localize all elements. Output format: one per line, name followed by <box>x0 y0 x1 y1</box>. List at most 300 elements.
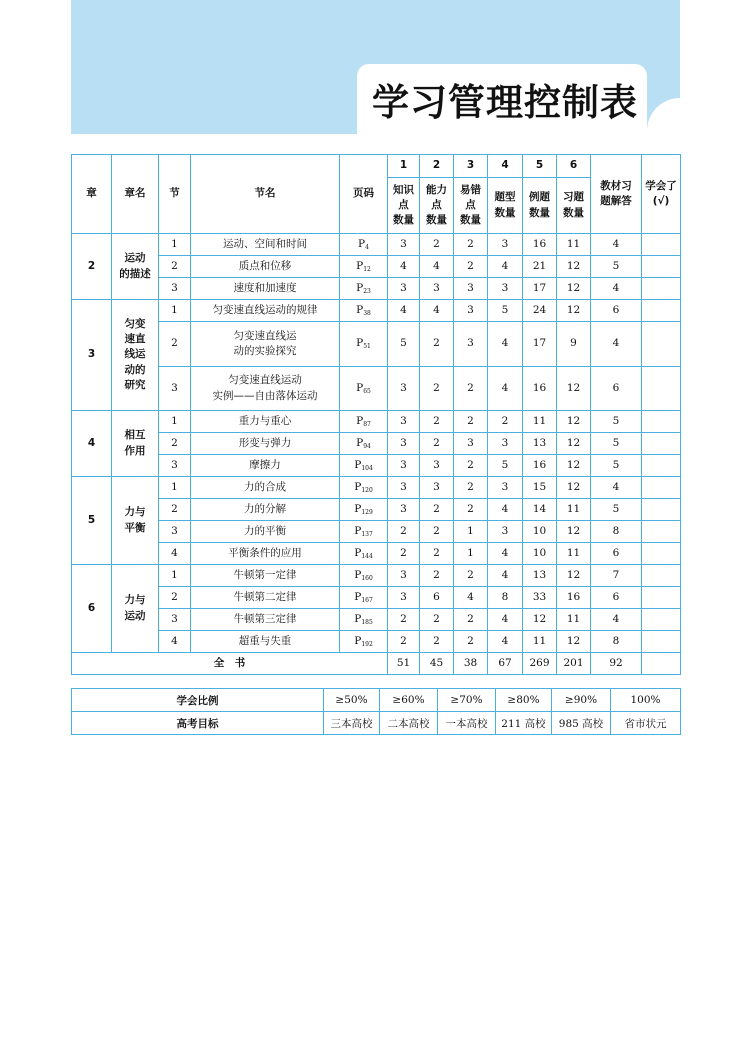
count-cell: 2 <box>454 234 488 256</box>
total-empty <box>642 653 681 675</box>
count-cell: 4 <box>388 300 420 322</box>
chapter-name <box>112 234 159 300</box>
count-cell: 4 <box>488 256 523 278</box>
header-col-number: 5 <box>523 155 557 178</box>
header-zhang: 章 <box>72 155 112 234</box>
count-cell: 4 <box>488 631 523 653</box>
count-cell: 4 <box>488 499 523 521</box>
count-cell: 2 <box>420 499 454 521</box>
total-row <box>72 653 681 675</box>
total-cell: 45 <box>420 653 454 675</box>
table-row <box>72 609 681 631</box>
table-row <box>72 411 681 433</box>
chapter-name-line: 线运 <box>124 348 146 361</box>
count-cell: 5 <box>388 322 420 367</box>
count-cell: 12 <box>557 411 591 433</box>
chapter-name-line: 力与 <box>124 594 146 607</box>
chapter-number: 3 <box>72 300 112 411</box>
page-number: 51 <box>363 343 371 351</box>
count-cell: 3 <box>388 367 420 411</box>
table-row <box>72 367 681 411</box>
page-number: 129 <box>361 508 373 516</box>
ratio-cell: ≥80% <box>496 689 552 712</box>
section-number: 4 <box>159 543 191 565</box>
page-ref <box>340 521 388 543</box>
chapter-name-line: 速直 <box>124 333 146 346</box>
learned-checkbox-cell[interactable] <box>642 256 681 278</box>
learned-checkbox-cell[interactable] <box>642 322 681 367</box>
total-label: 全 书 <box>72 653 388 675</box>
count-cell: 2 <box>420 631 454 653</box>
count-cell: 11 <box>523 411 557 433</box>
page-ref <box>340 609 388 631</box>
section-name <box>191 322 340 367</box>
section-name <box>191 543 340 565</box>
section-name <box>191 278 340 300</box>
learned-checkbox-cell[interactable] <box>642 477 681 499</box>
goal-cell: 211 高校 <box>496 712 552 735</box>
page-number: 137 <box>361 530 373 538</box>
count-cell: 3 <box>388 587 420 609</box>
section-name-line: 匀变速直线运动 <box>228 374 302 387</box>
page-ref <box>340 477 388 499</box>
header-col2 <box>420 178 454 234</box>
goal-cell: 二本高校 <box>380 712 438 735</box>
ratio-cell: ≥60% <box>380 689 438 712</box>
count-cell: 5 <box>488 455 523 477</box>
section-number: 3 <box>159 455 191 477</box>
count-cell: 16 <box>523 367 557 411</box>
learned-checkbox-cell[interactable] <box>642 609 681 631</box>
page-number: 120 <box>361 486 373 494</box>
page-ref <box>340 543 388 565</box>
header-line: 习题 <box>563 191 584 204</box>
header-col4 <box>488 178 523 234</box>
table-row <box>72 278 681 300</box>
chapter-number: 5 <box>72 477 112 565</box>
count-cell: 5 <box>591 455 642 477</box>
page-number: 65 <box>363 387 371 395</box>
page-letter: P <box>354 568 362 581</box>
learned-checkbox-cell[interactable] <box>642 543 681 565</box>
section-name-line: 速度和加速度 <box>233 281 297 294</box>
count-cell: 5 <box>488 300 523 322</box>
count-cell: 3 <box>420 455 454 477</box>
chapter-name-line: 平衡 <box>124 521 146 534</box>
learned-checkbox-cell[interactable] <box>642 455 681 477</box>
count-cell: 2 <box>420 521 454 543</box>
page-ref <box>340 587 388 609</box>
chapter-name <box>112 300 159 411</box>
count-cell: 5 <box>591 256 642 278</box>
page-letter: P <box>356 303 364 316</box>
goal-cell: 三本高校 <box>324 712 380 735</box>
section-name-line: 实例——自由落体运动 <box>212 389 318 402</box>
count-cell: 2 <box>388 543 420 565</box>
count-cell: 3 <box>454 278 488 300</box>
count-cell: 4 <box>488 609 523 631</box>
header-line: 题解答 <box>600 195 632 207</box>
section-number: 4 <box>159 631 191 653</box>
header-yema: 页码 <box>340 155 388 234</box>
page-ref <box>340 631 388 653</box>
page-ref <box>340 367 388 411</box>
count-cell: 5 <box>591 433 642 455</box>
count-cell: 33 <box>523 587 557 609</box>
page-letter: P <box>356 381 364 394</box>
header-line: 数量 <box>393 214 414 227</box>
page-number: 87 <box>363 420 371 428</box>
page-number: 38 <box>363 309 371 317</box>
learned-checkbox-cell[interactable] <box>642 521 681 543</box>
table-row <box>72 631 681 653</box>
section-number: 3 <box>159 609 191 631</box>
page-letter: P <box>354 612 362 625</box>
count-cell: 8 <box>591 521 642 543</box>
count-cell: 3 <box>388 278 420 300</box>
page-ref <box>340 300 388 322</box>
section-name-line: 质点和位移 <box>238 259 292 272</box>
page-number: 144 <box>361 552 373 560</box>
count-cell: 8 <box>488 587 523 609</box>
section-name-line: 形变与弹力 <box>238 436 292 449</box>
ratio-cell: ≥90% <box>552 689 611 712</box>
total-cell: 51 <box>388 653 420 675</box>
count-cell: 4 <box>420 256 454 278</box>
table-row <box>72 455 681 477</box>
chapter-name-line: 的描述 <box>119 267 151 280</box>
count-cell: 3 <box>420 278 454 300</box>
section-name <box>191 411 340 433</box>
count-cell: 6 <box>591 367 642 411</box>
count-cell: 6 <box>591 543 642 565</box>
count-cell: 4 <box>591 477 642 499</box>
count-cell: 4 <box>488 367 523 411</box>
header-col-number: 3 <box>454 155 488 178</box>
count-cell: 2 <box>420 433 454 455</box>
table-row <box>72 322 681 367</box>
page-number: 23 <box>363 287 371 295</box>
section-name-line: 力的合成 <box>244 480 286 493</box>
count-cell: 3 <box>388 433 420 455</box>
section-name <box>191 587 340 609</box>
header-line: 数量 <box>529 206 550 219</box>
section-name-line: 牛顿第三定律 <box>233 612 297 625</box>
section-number: 2 <box>159 322 191 367</box>
section-name <box>191 565 340 587</box>
page-number: 192 <box>361 640 373 648</box>
section-name <box>191 256 340 278</box>
count-cell: 13 <box>523 565 557 587</box>
count-cell: 3 <box>388 477 420 499</box>
count-cell: 13 <box>523 433 557 455</box>
ratio-row <box>72 689 681 712</box>
count-cell: 12 <box>557 367 591 411</box>
count-cell: 4 <box>591 609 642 631</box>
page-letter: P <box>356 281 364 294</box>
header-line: 教材习 <box>600 179 632 192</box>
goal-row <box>72 712 681 735</box>
header-jieming: 节名 <box>191 155 340 234</box>
page-letter: P <box>354 590 362 603</box>
learned-checkbox-cell[interactable] <box>642 278 681 300</box>
count-cell: 3 <box>454 322 488 367</box>
chapter-name-line: 研究 <box>124 378 146 391</box>
header-jie: 节 <box>159 155 191 234</box>
count-cell: 11 <box>557 234 591 256</box>
header-line: 知识 <box>393 183 414 196</box>
chapter-number: 4 <box>72 411 112 477</box>
total-cell: 38 <box>454 653 488 675</box>
count-cell: 2 <box>454 477 488 499</box>
study-control-table <box>71 154 681 675</box>
count-cell: 11 <box>557 543 591 565</box>
count-cell: 6 <box>420 587 454 609</box>
count-cell: 10 <box>523 543 557 565</box>
section-number: 3 <box>159 367 191 411</box>
chapter-name-line: 匀变 <box>124 317 146 330</box>
count-cell: 8 <box>591 631 642 653</box>
page-letter: P <box>356 337 364 350</box>
learned-checkbox-cell[interactable] <box>642 565 681 587</box>
total-cell: 269 <box>523 653 557 675</box>
header-line: 点 <box>398 198 409 211</box>
count-cell: 4 <box>420 300 454 322</box>
count-cell: 1 <box>454 543 488 565</box>
section-name-line: 力的平衡 <box>244 524 286 537</box>
total-cell: 92 <box>591 653 642 675</box>
header-line: 易错 <box>460 183 481 196</box>
count-cell: 11 <box>523 631 557 653</box>
learned-checkbox-cell[interactable] <box>642 411 681 433</box>
section-number: 3 <box>159 521 191 543</box>
chapter-name <box>112 565 159 653</box>
count-cell: 3 <box>488 477 523 499</box>
section-number: 1 <box>159 234 191 256</box>
section-name <box>191 455 340 477</box>
count-cell: 2 <box>454 631 488 653</box>
page-ref <box>340 322 388 367</box>
chapter-name <box>112 477 159 565</box>
count-cell: 4 <box>591 234 642 256</box>
footer-table <box>71 688 681 735</box>
count-cell: 12 <box>557 521 591 543</box>
header-col-number: 1 <box>388 155 420 178</box>
count-cell: 2 <box>454 367 488 411</box>
page-number: 4 <box>365 243 369 251</box>
count-cell: 3 <box>388 565 420 587</box>
header-line: 能力 <box>426 183 447 196</box>
learned-checkbox-cell[interactable] <box>642 367 681 411</box>
section-name <box>191 499 340 521</box>
section-number: 1 <box>159 477 191 499</box>
count-cell: 15 <box>523 477 557 499</box>
section-number: 2 <box>159 433 191 455</box>
page-letter: P <box>356 436 364 449</box>
page-letter: P <box>354 458 362 471</box>
section-name <box>191 609 340 631</box>
count-cell: 2 <box>420 322 454 367</box>
section-name-line: 匀变速直线运 <box>233 329 297 342</box>
count-cell: 4 <box>388 256 420 278</box>
count-cell: 3 <box>388 234 420 256</box>
learned-checkbox-cell[interactable] <box>642 234 681 256</box>
section-name-line: 动的实验探究 <box>233 345 297 357</box>
page-number: 94 <box>363 442 371 450</box>
header-line: 数量 <box>426 214 447 227</box>
count-cell: 17 <box>523 322 557 367</box>
chapter-name-line: 作用 <box>124 444 146 457</box>
header-line: 点 <box>431 198 442 211</box>
header-col-number: 4 <box>488 155 523 178</box>
goal-cell: 一本高校 <box>438 712 496 735</box>
section-number: 3 <box>159 278 191 300</box>
table-row <box>72 587 681 609</box>
page-number: 160 <box>361 574 373 582</box>
count-cell: 12 <box>557 300 591 322</box>
count-cell: 2 <box>454 256 488 278</box>
page-ref <box>340 411 388 433</box>
learned-checkbox-cell[interactable] <box>642 499 681 521</box>
section-name <box>191 234 340 256</box>
chapter-name <box>112 411 159 477</box>
header-col-number: 2 <box>420 155 454 178</box>
section-name-line: 超重与失重 <box>238 634 292 647</box>
count-cell: 9 <box>557 322 591 367</box>
count-cell: 2 <box>420 367 454 411</box>
page-letter: P <box>358 237 366 250</box>
section-number: 2 <box>159 499 191 521</box>
count-cell: 12 <box>557 433 591 455</box>
total-cell: 67 <box>488 653 523 675</box>
count-cell: 3 <box>454 433 488 455</box>
header-line: 学会了 <box>645 179 677 192</box>
section-number: 2 <box>159 256 191 278</box>
header-col1 <box>388 178 420 234</box>
chapter-name-line: 相互 <box>124 429 146 442</box>
count-cell: 2 <box>420 609 454 631</box>
count-cell: 3 <box>488 433 523 455</box>
page-ref <box>340 455 388 477</box>
page-ref <box>340 256 388 278</box>
header-line: 例题 <box>529 191 550 204</box>
count-cell: 12 <box>557 256 591 278</box>
section-number: 1 <box>159 565 191 587</box>
count-cell: 5 <box>591 499 642 521</box>
header-line: 数量 <box>563 206 584 219</box>
count-cell: 4 <box>488 322 523 367</box>
table-row <box>72 300 681 322</box>
page-ref <box>340 499 388 521</box>
count-cell: 2 <box>454 455 488 477</box>
section-name-line: 力的分解 <box>244 502 286 515</box>
ratio-label: 学会比例 <box>72 689 324 712</box>
header-row-numbers <box>72 155 681 178</box>
table-row <box>72 499 681 521</box>
page-letter: P <box>356 414 364 427</box>
count-cell: 2 <box>420 543 454 565</box>
count-cell: 11 <box>557 609 591 631</box>
count-cell: 3 <box>488 234 523 256</box>
count-cell: 1 <box>454 521 488 543</box>
section-name-line: 运动、空间和时间 <box>223 237 307 250</box>
header-line: 点 <box>465 198 476 211</box>
count-cell: 2 <box>488 411 523 433</box>
page-letter: P <box>354 546 362 559</box>
section-name <box>191 300 340 322</box>
count-cell: 11 <box>557 499 591 521</box>
count-cell: 6 <box>591 300 642 322</box>
learned-checkbox-cell[interactable] <box>642 631 681 653</box>
ratio-cell: ≥70% <box>438 689 496 712</box>
count-cell: 12 <box>523 609 557 631</box>
count-cell: 3 <box>488 278 523 300</box>
section-name-line: 重力与重心 <box>238 414 292 427</box>
section-name-line: 匀变速直线运动的规律 <box>212 303 318 316</box>
page-letter: P <box>354 524 362 537</box>
page-letter: P <box>354 480 362 493</box>
count-cell: 3 <box>388 455 420 477</box>
page-number: 185 <box>361 618 373 626</box>
section-number: 1 <box>159 300 191 322</box>
section-number: 1 <box>159 411 191 433</box>
page-number: 12 <box>363 265 371 273</box>
section-name <box>191 367 340 411</box>
goal-cell: 省市状元 <box>611 712 681 735</box>
count-cell: 3 <box>388 499 420 521</box>
count-cell: 2 <box>454 411 488 433</box>
learned-checkbox-cell[interactable] <box>642 587 681 609</box>
chapter-name-line: 动的 <box>124 363 146 376</box>
page-ref <box>340 234 388 256</box>
count-cell: 16 <box>557 587 591 609</box>
table-row <box>72 256 681 278</box>
section-name <box>191 521 340 543</box>
count-cell: 12 <box>557 631 591 653</box>
ratio-cell: 100% <box>611 689 681 712</box>
count-cell: 2 <box>388 631 420 653</box>
section-name <box>191 477 340 499</box>
count-cell: 4 <box>488 565 523 587</box>
chapter-name-line: 运动 <box>124 252 146 265</box>
page-number: 167 <box>361 596 373 604</box>
count-cell: 12 <box>557 278 591 300</box>
goal-label: 高考目标 <box>72 712 324 735</box>
count-cell: 12 <box>557 565 591 587</box>
count-cell: 21 <box>523 256 557 278</box>
count-cell: 2 <box>420 411 454 433</box>
learned-checkbox-cell[interactable] <box>642 433 681 455</box>
chapter-number: 6 <box>72 565 112 653</box>
page-letter: P <box>356 259 364 272</box>
count-cell: 2 <box>388 609 420 631</box>
learned-checkbox-cell[interactable] <box>642 300 681 322</box>
ratio-cell: ≥50% <box>324 689 380 712</box>
chapter-number: 2 <box>72 234 112 300</box>
header-col7 <box>591 155 642 234</box>
header-zhangming: 章名 <box>112 155 159 234</box>
header-col3 <box>454 178 488 234</box>
count-cell: 3 <box>454 300 488 322</box>
count-cell: 12 <box>557 477 591 499</box>
count-cell: 4 <box>591 278 642 300</box>
count-cell: 4 <box>591 322 642 367</box>
count-cell: 17 <box>523 278 557 300</box>
header-line: 数量 <box>494 206 516 219</box>
section-name <box>191 631 340 653</box>
count-cell: 10 <box>523 521 557 543</box>
count-cell: 5 <box>591 411 642 433</box>
